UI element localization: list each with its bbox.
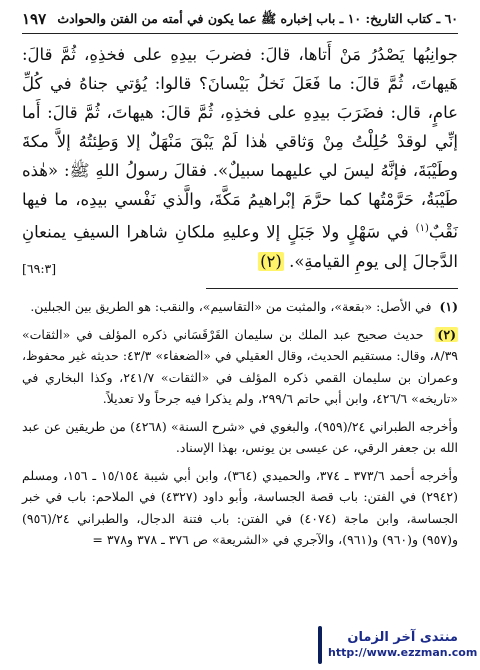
footnote-ref-1: (١) xyxy=(415,223,429,234)
running-header xyxy=(22,8,458,30)
footnotes xyxy=(22,296,458,557)
footnote-text: وأخرجه أحمد ٣٧٣/٦ ـ ٣٧٤، والحميدي (٣٦٤)، وابن أبي شيبة ١٥/١٥٤ ـ ١٥٦، ومسلم (٢٩٤٢) في الفتن: باب قصة الجساسة، وأبو داود (٤٣٢٧) في الملاحم: باب في خبر الجساسة، وابن ماجة (٤٠٧٤) في الفتن: باب فتنة الدجال، والطبراني ٢٤/(٩٥٦) و(٩٥٧) و(٩٦٠) و(٩٦١)، والآجري في «الشريعة» ص ٣٧٦ ـ ٣٧٨ و٣٧٨ = xyxy=(22,467,458,547)
footnote-text: حديث صحيح عبد الملك بن سليمان القَرْقَسَاني ذكره المؤلف في «الثقات» ٨/٣٩، وقال: مستقيم الحديث، وقال العقيلي في «الضعفاء» ٤٣/٣: حديثه غير محفوظ، وعمران بن سليمان القمي ذكره المؤلف في «الثقات» ٢٤١/٧، وكذا البخاري في «تاريخه» ٤٢٦/٦، وابن أبي حاتم ٢٩٩/٦، ولم يذكرا فيه جرحاً ولا تعديلاً. xyxy=(22,326,459,406)
forum-badge-icon xyxy=(318,626,322,664)
footnote-number-highlighted: (٢) xyxy=(437,326,456,342)
footnote-2-continued xyxy=(22,416,458,459)
hadith-body: جوانِبُها يَصْدُرُ مَنْ أَتاها، قالَ: فضربَ بيدِهِ على فخذِهِ، ثُمَّ قالَ: هَيهاتَ، ثُمَّ قالَ: ما فَعَلَ نَخلُ بَيْسانَ؟ قالوا: يُؤتي جناهُ في كُلِّ عامٍ، قال: فضَرَبَ بيدِهِ على فخذِهِ، ثُمَّ قالَ: هيهاتَ، ثُمَّ قالَ: أَما إنِّي لوقدْ حُلِلْتُ مِنْ وَثاقي هٰذا لَمْ يَبْقَ مَنْهَلٌ إلا وَطِئتُهُ إلاَّ مكةَ وطَيْبَةَ، فإنَّهُ ليسَ لي عليهما سبيلٌ». فقالَ رسولُ اللهِ ﷺ: «هٰذه طَيْبَةُ، حَرَّمْتُها كما حرَّمَ إبْراهيمُ مَكَّةَ، والَّذي نَفْسي بيدِه، ما فيها نَقْبٌ xyxy=(22,45,458,242)
page-number: ١٩٧ xyxy=(22,10,47,28)
footnote-text: وأخرجه الطبراني ٢٤/(٩٥٩)، والبغوي في «شرح السنة» (٤٢٦٨) من طريقين عن عبد الله بن جعفر الرقي، عن عيسى بن يونس، بهذا الإسناد. xyxy=(22,418,458,455)
footnote-text: في الأصل: «بقعة»، والمثبت من «التقاسيم»، والنقب: هو الطريق بين الجبلين. xyxy=(30,299,432,314)
footnote-ref-2-highlighted: (٢) xyxy=(260,251,282,271)
footnote-2-continued xyxy=(22,465,458,551)
header-divider xyxy=(22,33,458,34)
watermark-site-url: http://www.ezzman.com xyxy=(328,646,478,659)
footnote-2 xyxy=(22,324,458,410)
watermark-logo xyxy=(318,625,478,665)
source-citation: [٦٩:٣] xyxy=(22,261,57,276)
footnote-divider xyxy=(206,288,458,289)
hadith-text xyxy=(22,40,458,276)
watermark-text xyxy=(328,630,477,660)
chapter-title: ٦٠ ـ كتاب التاريخ: ١٠ ـ باب إخباره ﷺ عما يكون في أمته من الفتن والحوادث xyxy=(57,11,458,26)
watermark-site-name: منتدى آخر الزمان xyxy=(347,630,458,645)
hadith-body-end: في سَهْلٍ ولا جَبَلٍ إلا وعليهِ ملكانِ شاهرا السيفِ يمنعانِ الدَّجالَ إلى يومِ القيامةِ». xyxy=(22,222,458,271)
footnote-1 xyxy=(22,296,458,318)
footnote-number: (١) xyxy=(439,299,458,314)
